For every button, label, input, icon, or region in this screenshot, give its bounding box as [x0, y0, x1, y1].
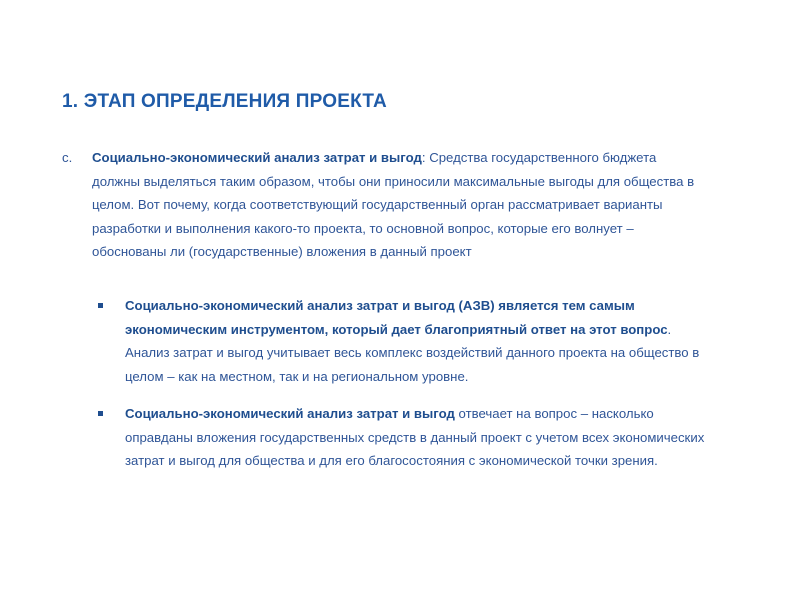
section-text: : Средства государственного бюджета должны выделяться таким образом, чтобы они приносили максимальные выгоды для общества в целом. Вот почему, когда соответствующий государственный орган рассматривает варианты разработки и выполнения какого-то проекта, то основной вопрос, которые его волнует – обоснованы ли (государственные) вложения в данный проект [92, 150, 695, 260]
square-bullet-icon [98, 411, 103, 416]
bullet-text: отвечает на вопрос – насколько оправданы вложения государственных средств в данный проект с учетом всех экономических затрат и выгод для общества и для его благосостояния с экономической точки зрения. [125, 406, 705, 469]
bullet-bold-text: Социально-экономический анализ затрат и выгод (АЗВ) является тем самым экономическим инструментом, который дает благоприятный ответ на этот вопрос [125, 298, 668, 337]
page-title: 1. ЭТАП ОПРЕДЕЛЕНИЯ ПРОЕКТА [62, 91, 387, 112]
section-paragraph [62, 146, 702, 264]
section-body [92, 146, 702, 264]
bullet-body [125, 294, 718, 388]
bullet-bold-text: Социально-экономический анализ затрат и выгод [125, 406, 455, 421]
section-bold-text: Социально-экономический анализ затрат и выгод [92, 150, 422, 165]
list-marker: c. [62, 150, 73, 165]
bullet-item [98, 294, 718, 388]
bullet-text: . Анализ затрат и выгод учитывает весь комплекс воздействий данного проекта на общество в целом – как на местном, так и на региональном уровне. [125, 321, 700, 384]
square-bullet-icon [98, 303, 103, 308]
bullet-item [98, 402, 718, 473]
bullet-body [125, 402, 718, 473]
